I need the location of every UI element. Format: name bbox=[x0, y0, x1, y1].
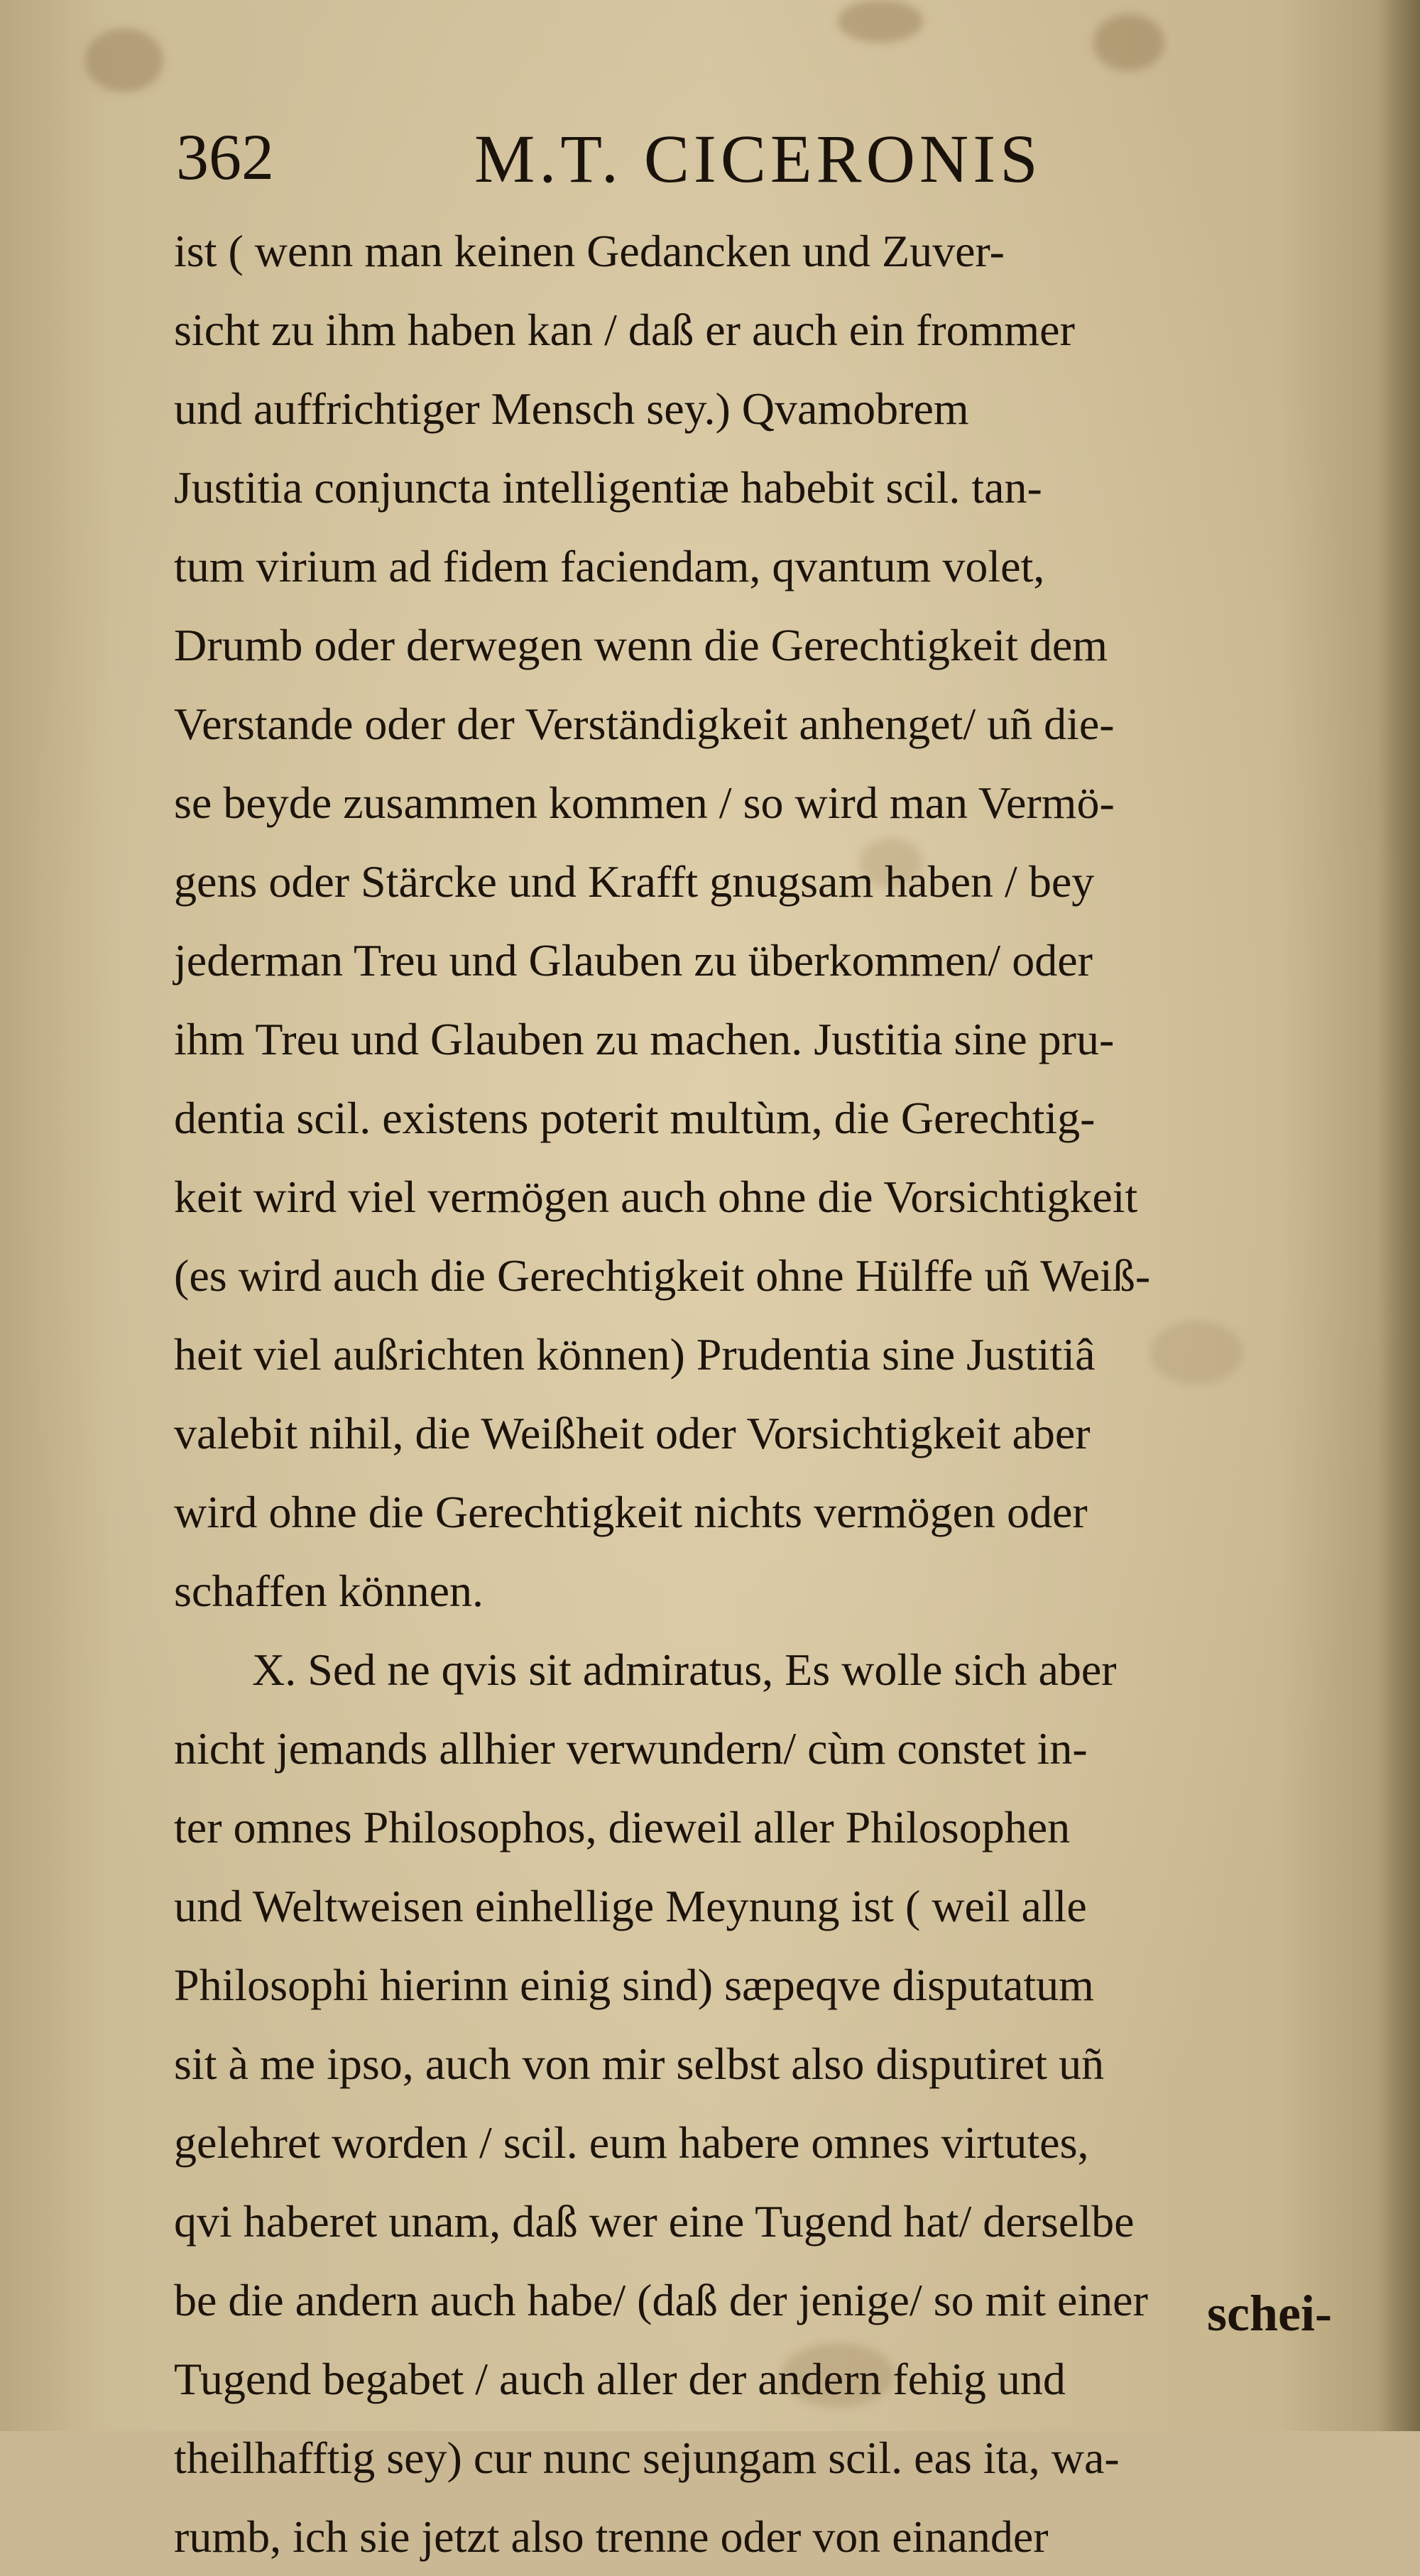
text-line: und Weltweisen einhellige Meynung ist ( weil alle bbox=[174, 1881, 1087, 1931]
text-line: rumb, ich sie jetzt also trenne oder von einander bbox=[174, 2511, 1049, 2562]
text-line: Philosophi hierinn einig sind) sæpeqve disputatum bbox=[174, 1960, 1094, 2010]
text-line: (es wird auch die Gerechtigkeit ohne Hülffe uñ Weiß- bbox=[174, 1250, 1151, 1301]
text-line: keit wird viel vermögen auch ohne die Vorsichtigkeit bbox=[174, 1172, 1138, 1222]
body-text bbox=[174, 212, 1324, 2576]
page-header bbox=[176, 119, 1142, 197]
text-line: tum virium ad fidem faciendam, qvantum volet, bbox=[174, 541, 1045, 591]
text-line: Verstande oder der Verständigkeit anhenget/ uñ die- bbox=[174, 699, 1115, 749]
text-line: ist ( wenn man keinen Gedancken und Zuver- bbox=[174, 226, 1005, 276]
text-line: Justitia conjuncta intelligentiæ habebit scil. tan- bbox=[174, 462, 1042, 513]
text-line: gens oder Stärcke und Krafft gnugsam haben / bey bbox=[174, 856, 1095, 907]
text-line: Tugend begabet / auch aller der andern fehig und bbox=[174, 2354, 1066, 2404]
text-line: und auffrichtiger Mensch sey.) Qvamobrem bbox=[174, 383, 969, 434]
text-line: dentia scil. existens poterit multùm, die Gerechtig- bbox=[174, 1093, 1096, 1143]
running-head: M.T. CICERONIS bbox=[474, 121, 1042, 197]
text-line: be die andern auch habe/ (daß der jenige/ so mit einer bbox=[174, 2275, 1148, 2325]
text-line: heit viel außrichten können) Prudentia sine Justitiâ bbox=[174, 1329, 1096, 1380]
text-line: sit à me ipso, auch von mir selbst also disputiret uñ bbox=[174, 2039, 1105, 2089]
foxing-stain bbox=[85, 28, 163, 92]
text-line: jederman Treu und Glauben zu überkommen/ oder bbox=[174, 935, 1093, 986]
foxing-stain bbox=[838, 0, 923, 43]
text-line: wird ohne die Gerechtigkeit nichts vermögen oder bbox=[174, 1487, 1088, 1537]
text-line: nicht jemands allhier verwundern/ cùm constet in- bbox=[174, 1723, 1088, 1774]
page-number: 362 bbox=[176, 121, 274, 193]
text-line: Drumb oder derwegen wenn die Gerechtigkeit dem bbox=[174, 620, 1108, 670]
page-edge-shadow bbox=[1377, 0, 1420, 2431]
text-line: valebit nihil, die Weißheit oder Vorsichtigkeit aber bbox=[174, 1408, 1091, 1458]
foxing-stain bbox=[1093, 14, 1164, 71]
text-line: sicht zu ihm haben kan / daß er auch ein frommer bbox=[174, 305, 1075, 355]
text-line: schaffen können. bbox=[174, 1566, 484, 1616]
text-line: ter omnes Philosophos, dieweil aller Philosophen bbox=[174, 1802, 1071, 1852]
text-line: ihm Treu und Glauben zu machen. Justitia sine pru- bbox=[174, 1014, 1115, 1064]
catchword: schei- bbox=[1207, 2285, 1332, 2342]
text-line: theilhafftig sey) cur nunc sejungam scil. eas ita, wa- bbox=[174, 2433, 1120, 2483]
text-line: se beyde zusammen kommen / so wird man Vermö- bbox=[174, 777, 1115, 828]
text-line: gelehret worden / scil. eum habere omnes virtutes, bbox=[174, 2117, 1089, 2168]
section-start-line: X. Sed ne qvis sit admiratus, Es wolle sich aber bbox=[252, 1644, 1117, 1695]
text-line: qvi haberet unam, daß wer eine Tugend hat/ derselbe bbox=[174, 2196, 1135, 2247]
